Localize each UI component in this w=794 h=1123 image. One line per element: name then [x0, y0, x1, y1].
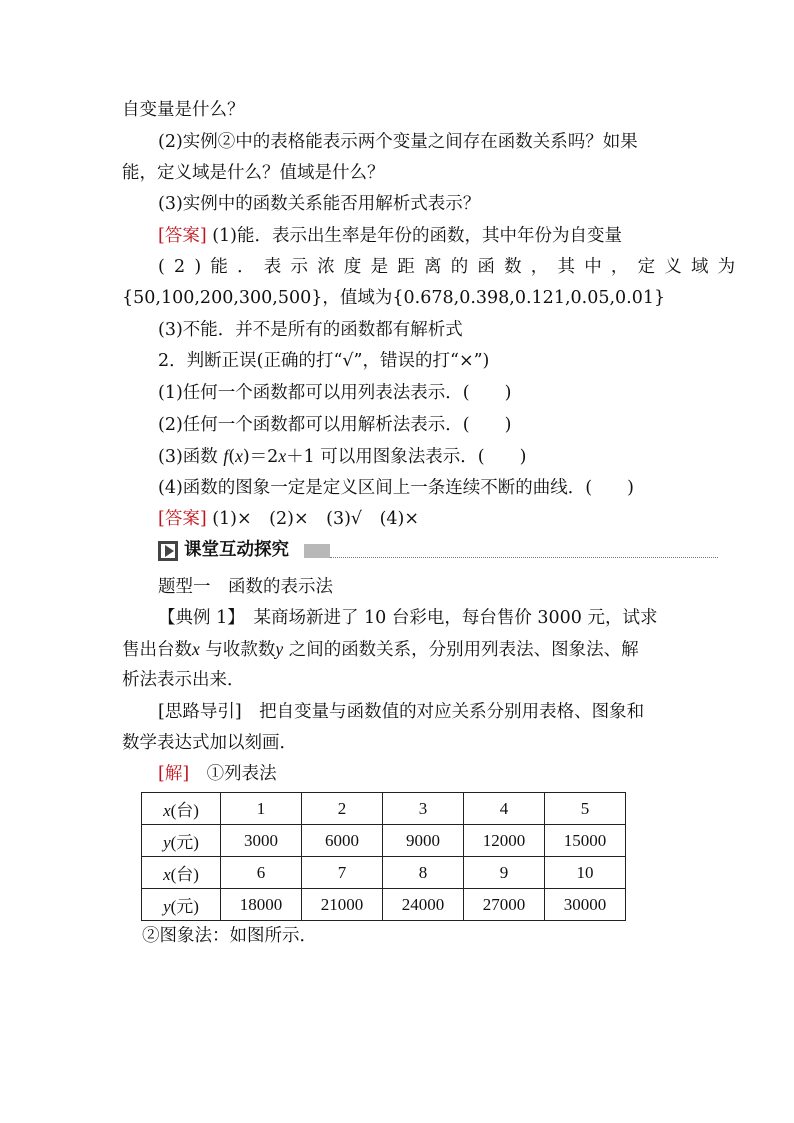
text-line: (3)实例中的函数关系能否用解析式表示？ [158, 194, 481, 214]
table-cell: 27000 [464, 889, 545, 921]
answer-line [158, 762, 277, 786]
text-span: 售出台数 [122, 640, 192, 660]
example-line [158, 606, 658, 630]
math-var: x [235, 446, 243, 466]
table-cell: 3000 [221, 825, 302, 857]
table-header-cell [142, 825, 221, 857]
text-span: ＋1 可以用图象法表示．( ) [286, 447, 527, 467]
text-line: 能，定义域是什么？值域是什么？ [122, 163, 385, 183]
answer-text: (1)× (2)× (3)√ (4)× [206, 509, 420, 529]
table-row [142, 793, 626, 825]
table-cell: 6000 [302, 825, 383, 857]
table-cell: 3 [383, 793, 464, 825]
unit-label: (台) [170, 865, 199, 884]
guide-tag: [思路导引] [158, 702, 242, 722]
text-line: ②图象法：如图所示． [142, 926, 317, 946]
value-table [141, 792, 626, 921]
table-row [142, 889, 626, 921]
text-line: 2．判断正误(正确的打“√”，错误的打“×”) [158, 351, 490, 371]
section-decoration [304, 544, 330, 558]
table-cell: 9 [464, 857, 545, 889]
table-cell: 21000 [302, 889, 383, 921]
section-title: 课堂互动探究 [184, 540, 289, 560]
unit-label: (元) [170, 897, 199, 916]
guide-text: 把自变量与函数值的对应关系分别用表格、图象和 [241, 702, 645, 722]
section-header [158, 540, 718, 562]
text-span: 与收款数 [199, 640, 276, 660]
subheading: 题型一 函数的表示法 [158, 577, 333, 597]
text-span: )＝2 [242, 447, 279, 467]
text-line: (2)任何一个函数都可以用解析法表示．( ) [158, 415, 512, 435]
table-row [142, 857, 626, 889]
table-cell: 7 [302, 857, 383, 889]
table-cell: 8 [383, 857, 464, 889]
math-var: x [163, 865, 171, 884]
text-line: (4)函数的图象一定是定义区间上一条连续不断的曲线．( ) [158, 478, 634, 498]
answer-tag: [答案] [158, 226, 207, 246]
unit-label: (台) [170, 801, 199, 820]
math-var: x [163, 801, 171, 820]
table-cell: 12000 [464, 825, 545, 857]
table-cell: 4 [464, 793, 545, 825]
text-line [158, 700, 644, 724]
text-line: 数学表达式加以刻画． [122, 733, 297, 753]
math-var: x [278, 446, 287, 466]
text-line [122, 637, 639, 662]
text-line: (3)不能．并不是所有的函数都有解析式 [158, 320, 463, 340]
example-tag: 【典例 1】 [158, 608, 236, 628]
table-cell: 10 [545, 857, 626, 889]
example-text: 某商场新进了 10 台彩电，每台售价 3000 元，试求 [235, 608, 658, 628]
math-var: x [192, 639, 200, 659]
text-line: 析法表示出来． [122, 670, 245, 690]
answer-line [158, 224, 622, 248]
table-row [142, 825, 626, 857]
table-cell: 5 [545, 793, 626, 825]
table-cell: 9000 [383, 825, 464, 857]
answer-text: (1)能．表示出生率是年份的函数，其中年份为自变量 [206, 226, 623, 246]
table-cell: 1 [221, 793, 302, 825]
math-var: y [275, 639, 284, 659]
table-header-cell [142, 889, 221, 921]
solution-text: ①列表法 [189, 764, 277, 784]
play-arrow-icon [158, 541, 178, 561]
text-line: {50,100,200,300,500}，值域为{0.678,0.398,0.121,0.05,0.01} [122, 288, 666, 308]
text-span: (3)函数 [158, 447, 224, 467]
text-span: 之间的函数关系，分别用列表法、图象法、解 [283, 640, 639, 660]
text-line: (2)实例②中的表格能表示两个变量之间存在函数关系吗？如果 [158, 132, 638, 152]
math-var: y [163, 833, 171, 852]
math-var: f [223, 446, 229, 466]
text-line [158, 444, 526, 469]
table-cell: 2 [302, 793, 383, 825]
table-header-cell [142, 793, 221, 825]
text-span: ( [228, 447, 236, 467]
table-cell: 30000 [545, 889, 626, 921]
divider [330, 557, 718, 558]
table-cell: 18000 [221, 889, 302, 921]
unit-label: (元) [170, 833, 199, 852]
solution-tag: [解] [158, 764, 190, 784]
text-line: (2)能．表示浓度是距离的函数，其中，定义域为 [158, 257, 745, 277]
table-cell: 6 [221, 857, 302, 889]
math-var: y [163, 897, 171, 916]
text-line: (1)任何一个函数都可以用列表法表示．( ) [158, 383, 512, 403]
answer-tag: [答案] [158, 509, 207, 529]
table-cell: 24000 [383, 889, 464, 921]
table-header-cell [142, 857, 221, 889]
text-line: 自变量是什么？ [122, 100, 245, 120]
table-cell: 15000 [545, 825, 626, 857]
answer-line [158, 507, 419, 531]
